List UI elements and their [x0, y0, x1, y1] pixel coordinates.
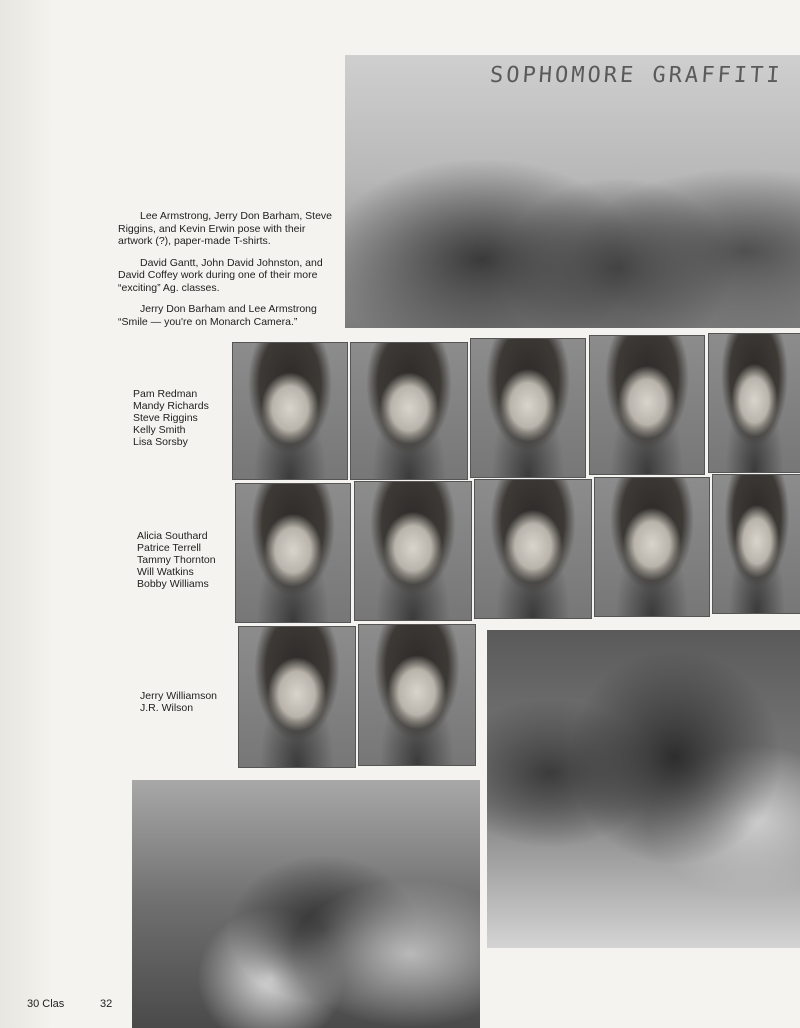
student-name: Will Watkins [137, 566, 194, 578]
portrait-lisa-sorsby [708, 333, 800, 473]
student-name: Mandy Richards [133, 400, 209, 412]
caption-3: Jerry Don Barham and Lee Armstrong “Smile — you're on Monarch Camera.” [118, 303, 317, 328]
student-name: Kelly Smith [133, 424, 186, 436]
group-photo-top [345, 55, 800, 328]
portrait-will-watkins [594, 477, 710, 617]
caption-2: David Gantt, John David Johnston, and David Coffey work during one of their more “exciting” Ag. classes. [118, 256, 323, 294]
portrait-pam-redman [232, 342, 348, 480]
name-list-row-3 [140, 690, 217, 714]
ag-class-photo [487, 630, 800, 948]
name-list-row-2 [137, 530, 216, 590]
student-name: J.R. Wilson [140, 702, 194, 714]
name-list-row-1 [133, 388, 209, 448]
student-name: Bobby Williams [137, 578, 209, 590]
graffiti-sign: SOPHOMORE GRAFFITI [488, 63, 783, 88]
monarch-camera-photo [132, 780, 480, 1028]
portrait-patrice-terrell [354, 481, 472, 621]
caption-1: Lee Armstrong, Jerry Don Barham, Steve Riggins, and Kevin Erwin pose with their artwork (?), paper-made T-shirts. [118, 210, 332, 247]
student-name: Steve Riggins [133, 412, 198, 424]
student-name: Alicia Southard [137, 530, 208, 542]
portrait-tammy-thornton [474, 479, 592, 619]
student-name: Lisa Sorsby [133, 436, 188, 448]
student-name: Pam Redman [133, 388, 198, 400]
student-name: Tammy Thornton [137, 554, 216, 566]
portrait-jerry-williamson [238, 626, 356, 768]
folio-section-label: 30 Clas [27, 998, 65, 1010]
portrait-bobby-williams [712, 474, 800, 614]
page-number: 32 [100, 998, 113, 1010]
page-gutter [0, 0, 52, 1028]
portrait-steve-riggins [470, 338, 586, 478]
portrait-kelly-smith [589, 335, 705, 475]
portrait-alicia-southard [235, 483, 351, 623]
photo-captions [118, 210, 336, 337]
portrait-mandy-richards [350, 342, 468, 480]
portrait-jr-wilson [358, 624, 476, 766]
student-name: Jerry Williamson [140, 690, 218, 702]
student-name: Patrice Terrell [137, 542, 201, 554]
